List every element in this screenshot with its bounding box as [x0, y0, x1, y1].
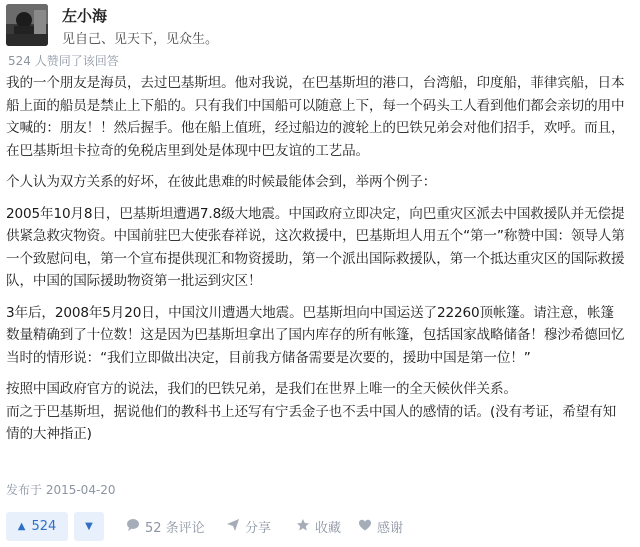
thanks-button[interactable]: [358, 512, 403, 541]
share-label: 分享: [245, 521, 272, 536]
avatar-image: [6, 4, 48, 46]
publish-date[interactable]: 发布于 2015-04-20: [6, 483, 116, 497]
author-header: [6, 4, 626, 46]
share-plane-icon: [226, 518, 240, 535]
answer-paragraph: 按照中国政府官方的说法，我们的巴铁兄弟，是我们在世界上唯一的全天候伙伴关系。 而之于巴基斯坦，据说他们的教科书上还写有宁丢金子也不丢中国人的感情的话。(没有考证，希望有知情的大神指正): [6, 381, 617, 442]
vote-down-button[interactable]: [74, 512, 104, 541]
collect-label: 收藏: [315, 521, 342, 536]
thanks-label: 感谢: [377, 521, 404, 536]
triangle-up-icon: ▲: [17, 521, 26, 532]
comments-label: 52 条评论: [145, 521, 205, 536]
author-bio: 见自己、见天下，见众生。: [62, 32, 219, 47]
comments-button[interactable]: [126, 512, 205, 541]
answer-content: [6, 72, 626, 455]
share-button[interactable]: [226, 512, 271, 541]
answer-paragraph: 3年后，2008年5月20日，中国汶川遭遇大地震。巴基斯坦向中国运送了22260顶帐篷。请注意，帐篷数量精确到了十位数！这是因为巴基斯坦拿出了国内库存的所有帐篷，包括国家战略储备！穆沙希德回忆当时的情形说：“我们立即做出决定，目前我方储备需要是次要的，援助中国是第一位！”: [6, 304, 625, 366]
collect-button[interactable]: [296, 512, 341, 541]
vote-up-button[interactable]: [6, 512, 68, 541]
avatar[interactable]: [6, 4, 48, 46]
triangle-down-icon: ▼: [85, 521, 93, 532]
author-name[interactable]: 左小海: [62, 7, 108, 25]
comment-bubble-icon: [126, 518, 140, 535]
vote-count: 524: [31, 519, 57, 534]
answer-paragraph: 个人认为双方关系的好坏，在彼此患难的时候最能体会到，举两个例子：: [6, 174, 437, 190]
action-bar: [6, 512, 626, 542]
answer-paragraph: 2005年10月8日，巴基斯坦遭遇7.8级大地震。中国政府立即决定，向巴重灾区派去中国救援队并无偿提供紧急救灾物资。中国前驻巴大使张春祥说，这次救援中，巴基斯坦人用五个“第一”称赞中国：领导人第一个致慰问电，第一个宣布提供现汇和物资援助，第一个派出国际救援队，第一个抵达重灾区的国际救援队，中国的国际援助物资第一批运到灾区！: [6, 205, 625, 289]
vote-summary: 524 人赞同了该回答: [8, 54, 119, 68]
star-icon: [296, 518, 310, 535]
heart-icon: [358, 518, 372, 535]
answer-paragraph: 我的一个朋友是海员，去过巴基斯坦。他对我说，在巴基斯坦的港口，台湾船，印度船，菲律宾船，日本船上面的船员是禁止上下船的。只有我们中国船可以随意上下，每一个码头工人看到他们都会亲切的用中文喊的：朋友！！然后握手。他在船上值班，经过船边的渡轮上的巴铁兄弟会对他们招手，欢呼。而且，在巴基斯坦卡拉奇的免税店里到处是体现中巴友谊的工艺品。: [6, 75, 625, 159]
